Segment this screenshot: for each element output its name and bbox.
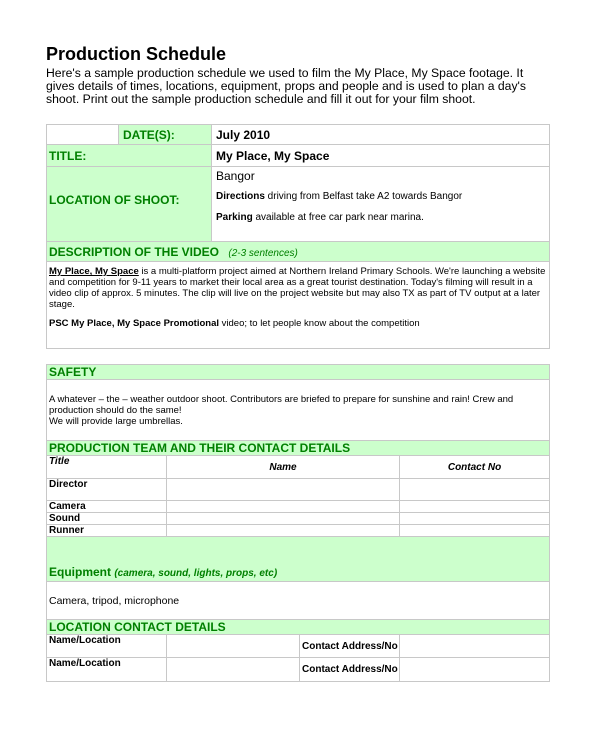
safety-label: SAFETY xyxy=(47,365,550,380)
location-details xyxy=(212,167,550,242)
intro-paragraph: Here's a sample production schedule we used to film the My Place, My Space footage. It gives details of times, locations, equipment, props and people and is used to plan a day's shoot. Print out the sample production schedule and fill it out for your film shoot. xyxy=(46,66,526,106)
dates-label: DATE(S): xyxy=(119,125,212,145)
title-label: TITLE: xyxy=(47,145,212,167)
promo-bold: PSC My Place, My Space Promotional xyxy=(49,318,219,329)
col-name-header: Name xyxy=(167,456,400,479)
description-body xyxy=(47,262,550,349)
name-location-1-value xyxy=(167,635,300,658)
name-location-2: Name/Location xyxy=(47,658,167,682)
equipment-label: Equipment xyxy=(49,565,111,579)
directions-label: Directions xyxy=(216,191,265,202)
sound-name-cell xyxy=(167,513,400,525)
role-director: Director xyxy=(47,479,167,501)
directions-line xyxy=(216,191,547,202)
promo-line xyxy=(49,318,547,329)
location-contact-label: LOCATION CONTACT DETAILS xyxy=(47,620,550,635)
team-label: PRODUCTION TEAM AND THEIR CONTACT DETAILS xyxy=(47,441,550,456)
contact-address-1: Contact Address/No xyxy=(300,635,400,658)
contact-address-2-value xyxy=(400,658,550,682)
description-paragraph xyxy=(49,266,547,310)
location-place: Bangor xyxy=(216,169,255,183)
contact-address-2: Contact Address/No xyxy=(300,658,400,682)
description-header xyxy=(47,242,550,262)
contact-address-1-value xyxy=(400,635,550,658)
runner-name-cell xyxy=(167,525,400,537)
dates-value: July 2010 xyxy=(212,125,550,145)
safety-body xyxy=(47,380,550,441)
parking-text: available at free car park near marina. xyxy=(252,212,424,223)
camera-name-cell xyxy=(167,501,400,513)
equipment-hint: (camera, sound, lights, props, etc) xyxy=(114,568,278,579)
name-location-2-value xyxy=(167,658,300,682)
safety-text-2: We will provide large umbrellas. xyxy=(49,416,183,427)
description-text: is a multi-platform project aimed at Northern Ireland Primary Schools. We're launching a website and competition for 9-11 years to market their local area as a great tourist destination. Today's filming will result in a video clip of approx. 5 minutes. The clip will live on the project website but may also TX as part of TV output at a later stage. xyxy=(49,266,546,310)
director-contact-cell xyxy=(400,479,550,501)
runner-contact-cell xyxy=(400,525,550,537)
equipment-header xyxy=(47,537,550,582)
col-contact-header: Contact No xyxy=(400,456,550,479)
description-label: DESCRIPTION OF THE VIDEO xyxy=(49,244,220,259)
location-label-text: LOCATION OF SHOOT: xyxy=(49,193,180,207)
directions-text: driving from Belfast take A2 towards Bangor xyxy=(264,191,463,202)
location-label xyxy=(47,167,212,242)
empty-cell xyxy=(47,125,119,145)
description-link: My Place, My Space xyxy=(49,266,139,277)
promo-text: video; to let people know about the competition xyxy=(219,318,420,329)
parking-label: Parking xyxy=(216,212,253,223)
description-hint: (2-3 sentences) xyxy=(228,247,298,259)
production-details-table xyxy=(46,364,550,682)
name-location-1: Name/Location xyxy=(47,635,167,658)
camera-contact-cell xyxy=(400,501,550,513)
page-title: Production Schedule xyxy=(46,44,227,64)
role-sound: Sound xyxy=(47,513,167,525)
title-value: My Place, My Space xyxy=(212,145,550,167)
safety-text-1: A whatever – the – weather outdoor shoot. Contributors are briefed to prepare for sunshine and rain! Crew and production should do the same! xyxy=(49,394,514,416)
equipment-value: Camera, tripod, microphone xyxy=(47,582,550,620)
director-name-cell xyxy=(167,479,400,501)
sound-contact-cell xyxy=(400,513,550,525)
role-camera: Camera xyxy=(47,501,167,513)
schedule-header-table xyxy=(46,124,550,349)
col-title-header: Title xyxy=(47,456,167,479)
parking-line xyxy=(216,212,547,223)
role-runner: Runner xyxy=(47,525,167,537)
